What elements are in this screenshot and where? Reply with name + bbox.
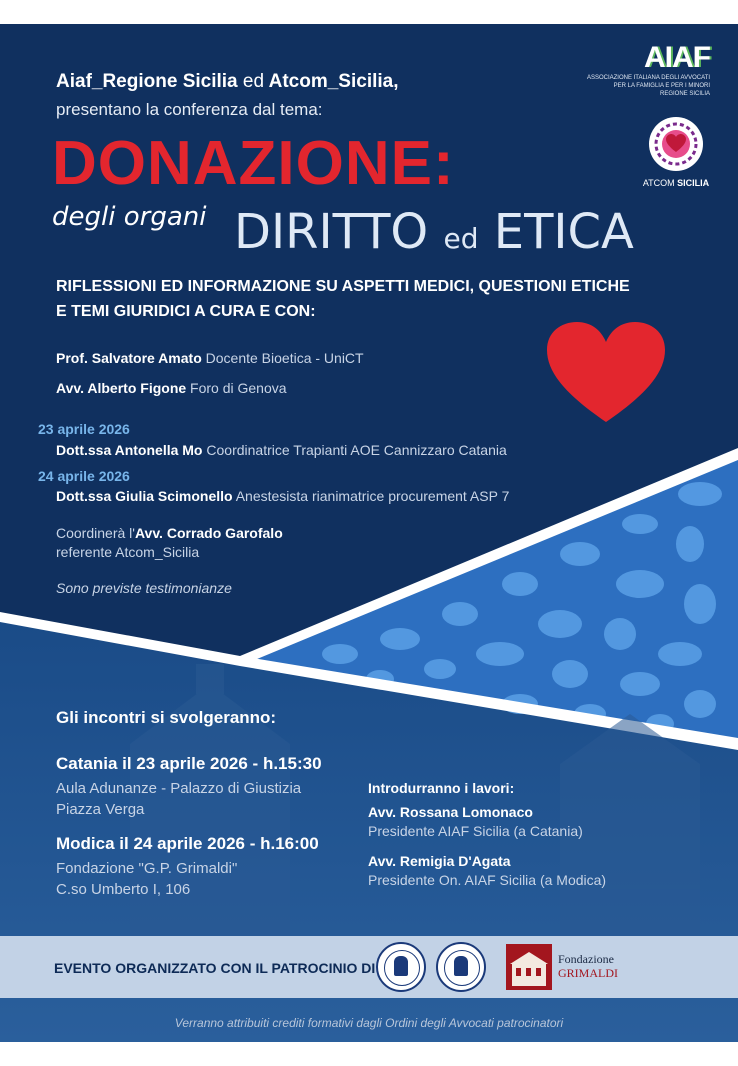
credits-note: Verranno attribuiti crediti formativi dagli Ordini degli Avvocati patrocinatori — [174, 1016, 564, 1030]
intro-organizers — [56, 71, 399, 93]
event-modica — [56, 834, 356, 900]
reflections-line2: E TEMI GIURIDICI A CURA E CON: — [56, 303, 316, 320]
speaker-name: Dott.ssa Giulia Scimonello — [56, 488, 233, 504]
event-title: Catania il 23 aprile 2026 - h.15:30 — [56, 754, 322, 773]
event-title: Modica il 24 aprile 2026 - h.16:00 — [56, 834, 319, 853]
intro-subtitle: presentano la conferenza dal tema: — [56, 100, 323, 119]
patronage-label: EVENTO ORGANIZZATO CON IL PATROCINIO DI — [54, 960, 376, 976]
meetings-heading: Gli incontri si svolgeranno: — [56, 708, 277, 727]
introducer-role: Presidente On. AIAF Sicilia (a Modica) — [368, 872, 607, 888]
atcom-logo — [640, 116, 712, 189]
patronage-bar — [0, 936, 738, 998]
event-catania — [56, 754, 356, 820]
coordinator-role — [56, 544, 199, 560]
subtitle-small: degli organi — [52, 202, 207, 232]
aiaf-desc-line3: REGIONE SICILIA — [659, 91, 710, 97]
speaker-role: Docente Bioetica - UniCT — [205, 350, 364, 366]
subtitle-etica: ETICA — [493, 204, 634, 260]
intro-org2: Atcom_Sicilia, — [268, 71, 399, 92]
intro-org1: Aiaf_Regione Sicilia — [56, 71, 238, 92]
speaker-role: Coordinatrice Trapianti AOE Cannizzaro Catania — [206, 442, 507, 458]
coordinator-role-text: referente Atcom_Sicilia — [56, 544, 200, 560]
introducers — [368, 780, 708, 888]
date-24-april: 24 aprile 2026 — [38, 468, 130, 484]
grimaldi-building-icon — [506, 944, 552, 990]
fondazione-line1: Fondazione — [558, 952, 614, 966]
aiaf-desc-line1: ASSOCIAZIONE ITALIANA DEGLI AVVOCATI — [586, 75, 710, 81]
introducers-heading: Introdurranno i lavori: — [368, 780, 515, 796]
reflections-heading — [56, 274, 676, 324]
fondazione-grimaldi-logo — [506, 944, 626, 990]
fondazione-line2: GRIMALDI — [558, 966, 618, 980]
speaker-role: Anestesista rianimatrice procurement ASP 7 — [235, 488, 510, 504]
main-title: DONAZIONE: — [52, 129, 455, 198]
introducer-role: Presidente AIAF Sicilia (a Catania) — [368, 823, 583, 839]
poster — [0, 24, 738, 1042]
speaker-mo — [56, 442, 507, 458]
introducer-name: Avv. Remigia D'Agata — [368, 853, 511, 869]
aiaf-logo — [560, 42, 710, 98]
aiaf-logo-mark: AIAF — [644, 41, 710, 74]
heart-icon — [545, 320, 667, 424]
fondazione-text — [558, 952, 618, 980]
date-23-april: 23 aprile 2026 — [38, 421, 130, 437]
coordinator-name: Avv. Corrado Garofalo — [134, 525, 283, 541]
ordine-forense-modica-seal-icon — [436, 942, 486, 992]
atcom-seal-icon — [648, 116, 704, 172]
coordinator-prefix: Coordinerà l' — [56, 525, 135, 541]
reflections-line1: RIFLESSIONI ED INFORMAZIONE SU ASPETTI MEDICI, QUESTIONI ETICHE — [56, 278, 630, 295]
intro-connector: ed — [242, 71, 265, 92]
atcom-label-part2: SICILIA — [677, 178, 710, 188]
subtitle-ed: ed — [443, 222, 479, 255]
atcom-label-part1: ATCOM — [642, 178, 675, 188]
introducer-name: Avv. Rossana Lomonaco — [368, 804, 533, 820]
atcom-label — [640, 177, 712, 189]
coordinator — [56, 525, 283, 541]
event-line: Piazza Verga — [56, 801, 145, 818]
event-line: C.so Umberto I, 106 — [56, 881, 191, 898]
event-line: Fondazione "G.P. Grimaldi" — [56, 860, 238, 877]
ordine-forense-catania-seal-icon — [376, 942, 426, 992]
aiaf-desc-line2: PER LA FAMIGLIA E PER I MINORI — [613, 83, 710, 89]
subtitle-big — [234, 204, 634, 260]
speaker-amato — [56, 350, 364, 366]
speaker-name: Dott.ssa Antonella Mo — [56, 442, 203, 458]
speaker-figone — [56, 380, 287, 396]
speaker-name: Avv. Alberto Figone — [56, 380, 187, 396]
subtitle-diritto: DIRITTO — [234, 204, 429, 260]
introducer-lomonaco — [368, 804, 708, 839]
speaker-role: Foro di Genova — [190, 380, 287, 396]
speaker-name: Prof. Salvatore Amato — [56, 350, 202, 366]
speaker-scimonello — [56, 488, 509, 504]
introducer-dagata — [368, 853, 708, 888]
event-line: Aula Adunanze - Palazzo di Giustizia — [56, 780, 302, 797]
testimonials-note: Sono previste testimonianze — [56, 580, 232, 596]
